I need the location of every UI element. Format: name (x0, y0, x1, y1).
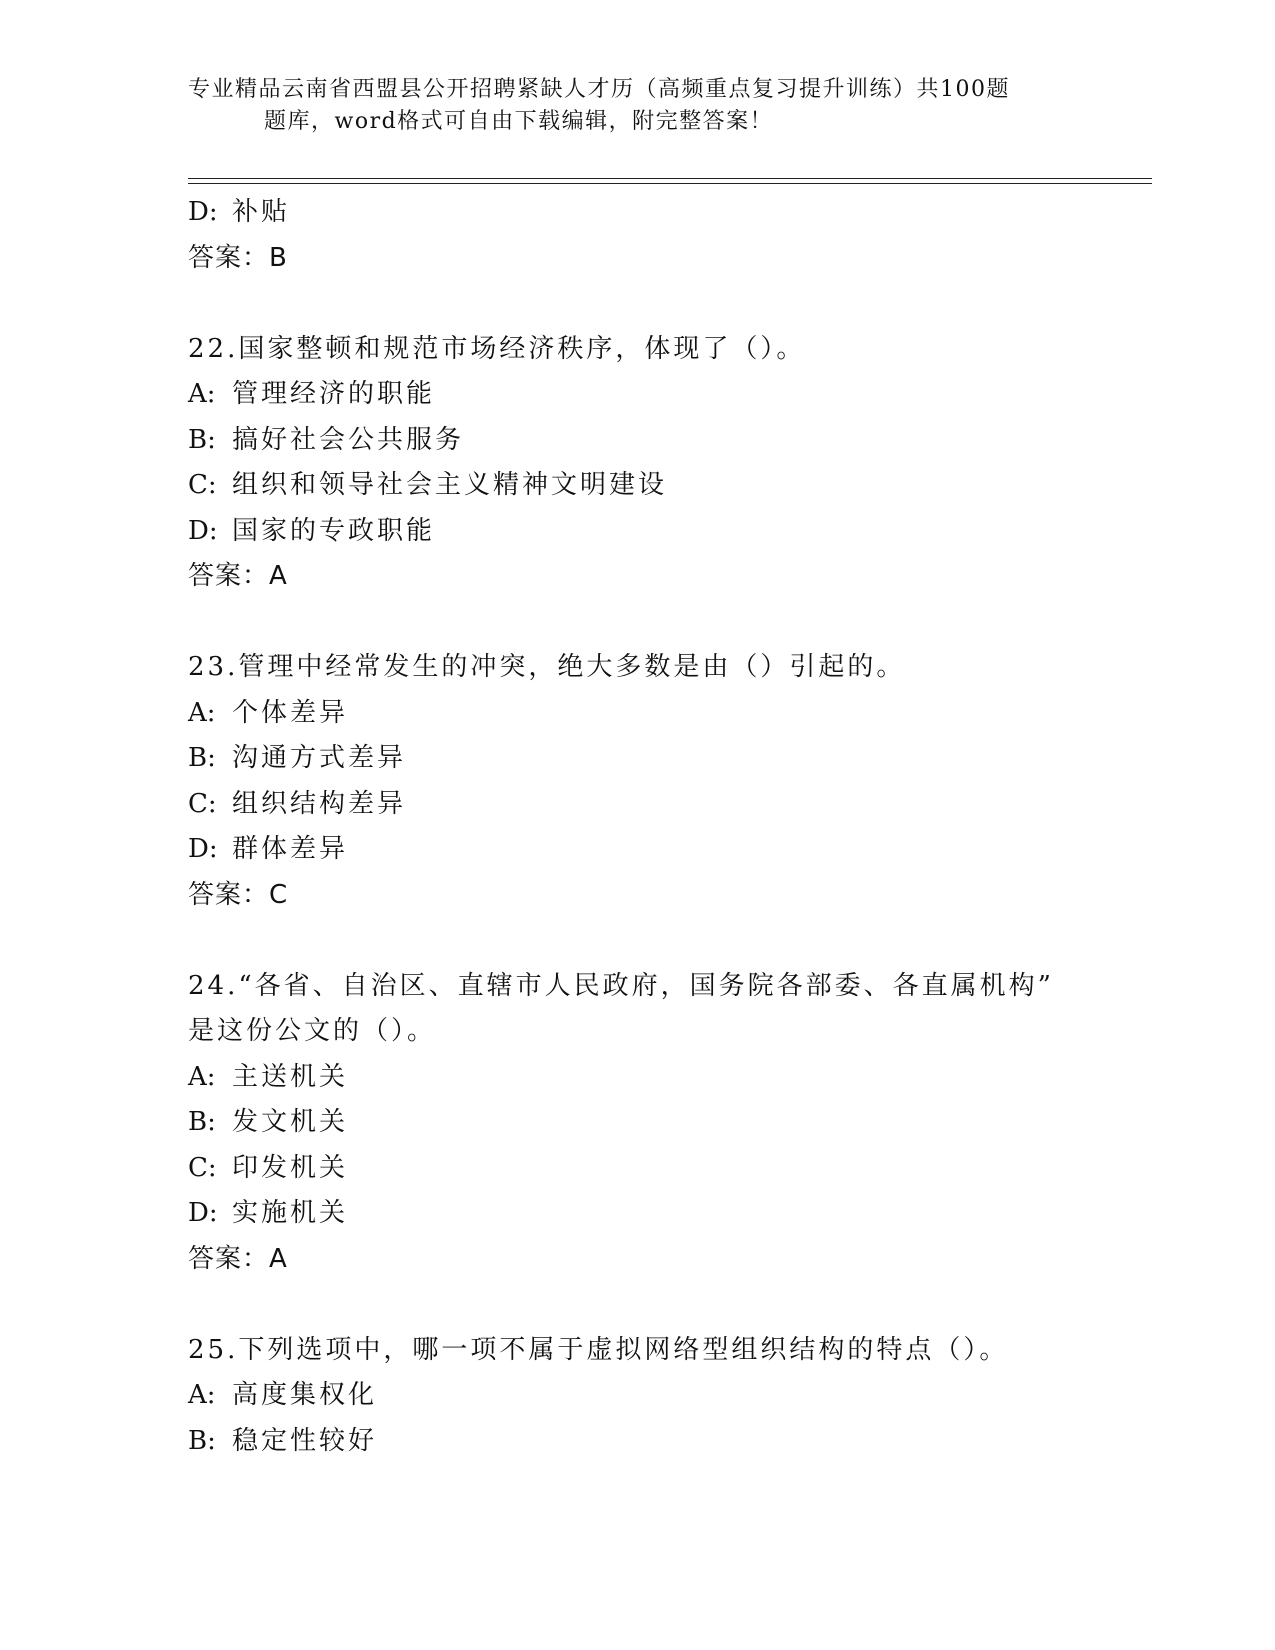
option-text: 群体差异 (232, 834, 349, 864)
option-text: 高度集权化 (232, 1380, 378, 1410)
option-d (188, 827, 1148, 873)
document-header (188, 74, 1068, 138)
question-gap (188, 918, 1148, 964)
header-title-line2: 题库，word格式可自由下载编辑，附完整答案！ (264, 109, 774, 134)
question-stem-line1: 24.“各省、自治区、直辖市人民政府，国务院各部委、各直属机构” (188, 970, 1054, 1001)
option-d (188, 1191, 1148, 1237)
option-letter: C: (188, 1152, 217, 1183)
answer-line: 答案：A (188, 1243, 288, 1274)
answer-line: 答案：C (188, 879, 289, 910)
option-b (188, 1100, 1148, 1146)
option-letter: B: (188, 1425, 216, 1456)
option-text: 组织和领导社会主义精神文明建设 (232, 470, 668, 500)
option-letter: D: (188, 197, 218, 227)
option-c (188, 463, 1148, 509)
header-divider-top (188, 178, 1152, 179)
option-letter: A: (188, 697, 216, 728)
option-text: 沟通方式差异 (232, 743, 407, 773)
option-a (188, 372, 1148, 418)
option-letter: C: (188, 788, 217, 819)
option-text: 稳定性较好 (232, 1425, 378, 1456)
option-b (188, 736, 1148, 782)
question-gap (188, 1282, 1148, 1328)
header-divider-bottom (188, 183, 1152, 184)
option-b (188, 418, 1148, 464)
answer-line: 答案：B (188, 242, 288, 273)
option-text: 补贴 (232, 197, 291, 227)
option-d (188, 509, 1148, 555)
option-letter: D: (188, 1198, 218, 1228)
option-text: 管理经济的职能 (232, 379, 436, 409)
option-text: 主送机关 (232, 1061, 349, 1092)
option-text: 国家的专政职能 (232, 515, 436, 546)
option-letter: B: (188, 743, 216, 773)
option-c (188, 1146, 1148, 1192)
question-stem: 25.下列选项中，哪一项不属于虚拟网络型组织结构的特点（）。 (188, 1334, 1009, 1365)
option-a (188, 1055, 1148, 1101)
option-text: 实施机关 (232, 1198, 349, 1228)
option-a (188, 1373, 1148, 1419)
option-letter: B: (188, 424, 216, 455)
option-c (188, 782, 1148, 828)
option-text: 搞好社会公共服务 (232, 424, 465, 455)
question-stem: 23.管理中经常发生的冲突，绝大多数是由（）引起的。 (188, 652, 906, 682)
option-letter: A: (188, 1061, 216, 1092)
answer-line: 答案：A (188, 561, 288, 591)
option-text: 印发机关 (232, 1152, 349, 1183)
question-gap (188, 600, 1148, 646)
option-letter: D: (188, 834, 218, 864)
option-d (188, 190, 1148, 236)
option-letter: A: (188, 1380, 216, 1410)
option-text: 组织结构差异 (232, 788, 407, 819)
header-title-line1: 专业精品云南省西盟县公开招聘紧缺人才历（高频重点复习提升训练）共100题 (188, 77, 1010, 102)
question-stem-line2: 是这份公文的（）。 (188, 1016, 437, 1046)
question-list (188, 190, 1148, 1464)
option-text: 个体差异 (232, 697, 349, 728)
option-text: 发文机关 (232, 1107, 349, 1137)
option-letter: D: (188, 515, 218, 546)
option-a (188, 691, 1148, 737)
option-letter: A: (188, 379, 216, 409)
option-letter: B: (188, 1107, 216, 1137)
question-stem: 22.国家整顿和规范市场经济秩序，体现了（）。 (188, 333, 806, 364)
option-b (188, 1419, 1148, 1465)
option-letter: C: (188, 470, 217, 500)
question-gap (188, 281, 1148, 327)
